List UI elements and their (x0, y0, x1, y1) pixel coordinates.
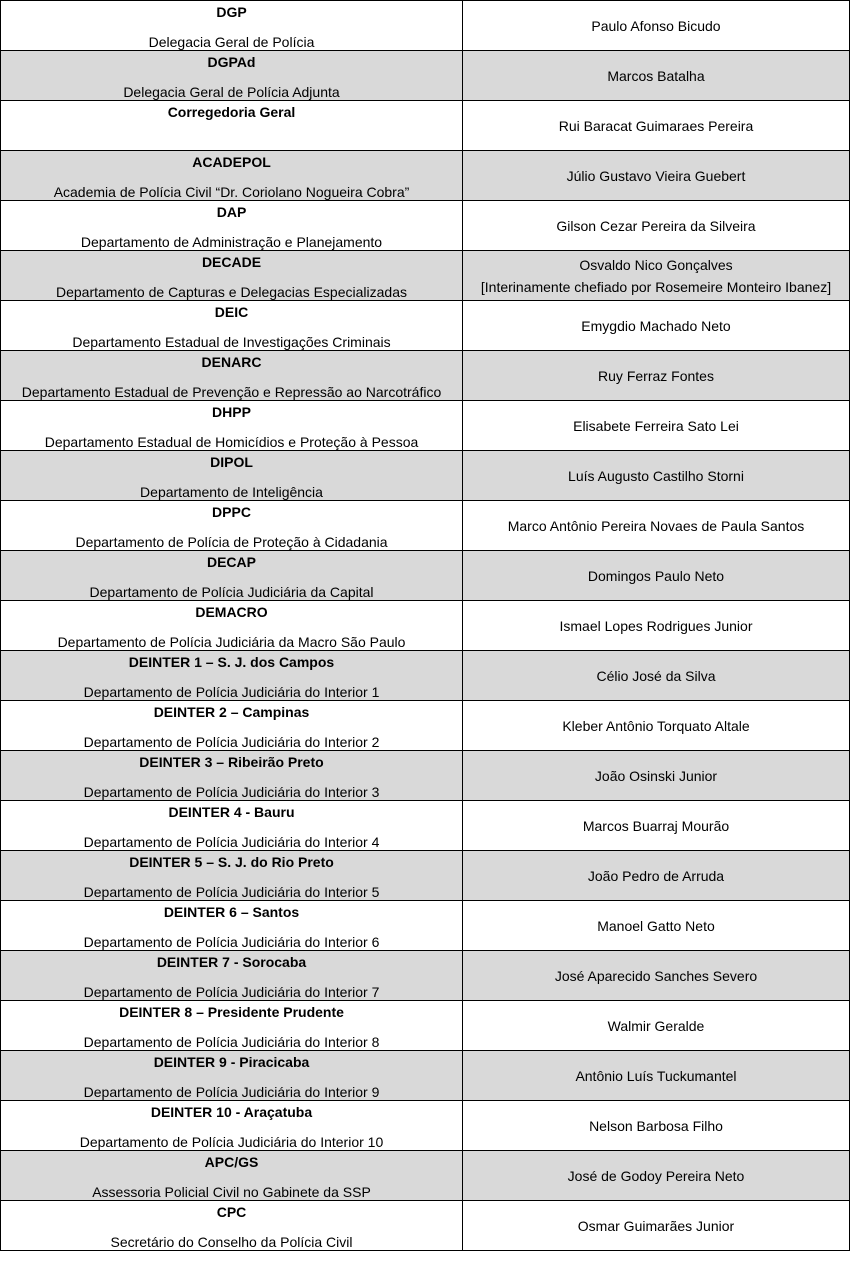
table-row (1, 351, 850, 401)
department-name: Departamento de Polícia Judiciária do Interior 7 (83, 984, 380, 1000)
table-row (1, 751, 850, 801)
department-head: Ruy Ferraz Fontes (598, 367, 714, 384)
head-cell (463, 551, 850, 601)
department-cell (1, 401, 463, 451)
department-code: DEINTER 5 – S. J. do Rio Preto (129, 854, 334, 870)
department-head: Elisabete Ferreira Sato Lei (573, 417, 739, 434)
head-cell (463, 351, 850, 401)
department-name: Academia de Polícia Civil “Dr. Coriolano Nogueira Cobra” (53, 184, 410, 200)
department-head: José Aparecido Sanches Severo (554, 967, 758, 984)
department-head: Marco Antônio Pereira Novaes de Paula Santos (507, 517, 805, 534)
table-row (1, 901, 850, 951)
department-name: Departamento de Polícia de Proteção à Cidadania (75, 534, 388, 550)
department-cell (1, 51, 463, 101)
department-code: DEINTER 3 – Ribeirão Preto (139, 754, 324, 770)
department-code: DAP (216, 204, 247, 220)
table-row (1, 501, 850, 551)
head-cell (463, 1, 850, 51)
department-name: Departamento de Polícia Judiciária do Interior 5 (83, 884, 380, 900)
department-code: DEIC (214, 304, 249, 320)
department-head: Osmar Guimarães Junior (577, 1217, 735, 1234)
department-head: João Osinski Junior (594, 767, 718, 784)
head-cell (463, 101, 850, 151)
department-code: DEINTER 4 - Bauru (168, 804, 295, 820)
department-cell (1, 751, 463, 801)
department-head: Nelson Barbosa Filho (589, 1117, 723, 1134)
department-cell (1, 501, 463, 551)
department-cell (1, 1201, 463, 1251)
department-cell (1, 301, 463, 351)
department-head: Marcos Batalha (607, 67, 705, 84)
department-cell (1, 901, 463, 951)
department-name: Departamento de Capturas e Delegacias Especializadas (56, 284, 407, 300)
table-row (1, 101, 850, 151)
head-cell (463, 1201, 850, 1251)
department-name: Departamento Estadual de Prevenção e Repressão ao Narcotráfico (21, 384, 442, 400)
head-cell (463, 501, 850, 551)
department-code: DEINTER 2 – Campinas (153, 704, 310, 720)
head-cell (463, 1101, 850, 1151)
department-head: Júlio Gustavo Vieira Guebert (566, 167, 746, 184)
department-cell (1, 651, 463, 701)
department-name: Departamento de Polícia Judiciária da Macro São Paulo (57, 634, 406, 650)
department-code: DENARC (201, 354, 262, 370)
department-code: DGPAd (207, 54, 256, 70)
department-code: Corregedoria Geral (167, 104, 296, 120)
department-cell (1, 701, 463, 751)
department-head: Antônio Luís Tuckumantel (575, 1067, 737, 1084)
department-cell (1, 851, 463, 901)
department-cell (1, 801, 463, 851)
head-cell (463, 851, 850, 901)
department-code: DGP (216, 4, 247, 20)
department-name: Departamento de Administração e Planejamento (80, 234, 383, 250)
head-cell (463, 151, 850, 201)
table-row (1, 1051, 850, 1101)
department-code: DEMACRO (195, 604, 268, 620)
table-row (1, 1001, 850, 1051)
department-head: Emygdio Machado Neto (581, 317, 731, 334)
department-head: Luís Augusto Castilho Storni (568, 467, 744, 484)
table-row (1, 851, 850, 901)
head-cell (463, 251, 850, 301)
department-name: Departamento de Polícia Judiciária do Interior 6 (83, 934, 380, 950)
table-row (1, 1151, 850, 1201)
head-cell (463, 951, 850, 1001)
department-cell (1, 151, 463, 201)
department-code: DEINTER 10 - Araçatuba (150, 1104, 313, 1120)
department-cell (1, 551, 463, 601)
head-cell (463, 201, 850, 251)
department-head: Paulo Afonso Bicudo (591, 17, 721, 34)
department-name: Departamento de Polícia Judiciária do Interior 4 (83, 834, 380, 850)
department-head: Célio José da Silva (596, 667, 716, 684)
head-cell (463, 901, 850, 951)
department-code: DEINTER 7 - Sorocaba (156, 954, 307, 970)
table-row (1, 551, 850, 601)
table-row (1, 1201, 850, 1251)
department-head: Kleber Antônio Torquato Altale (562, 717, 750, 734)
department-head: Rui Baracat Guimaraes Pereira (558, 117, 754, 134)
department-code: APC/GS (204, 1154, 259, 1170)
table-row (1, 201, 850, 251)
department-name: Departamento de Polícia Judiciária do Interior 10 (79, 1134, 384, 1150)
head-cell (463, 1151, 850, 1201)
head-cell (463, 301, 850, 351)
table-row (1, 51, 850, 101)
department-cell (1, 601, 463, 651)
department-head: José de Godoy Pereira Neto (567, 1167, 745, 1184)
table-row (1, 801, 850, 851)
head-cell (463, 751, 850, 801)
table-row (1, 951, 850, 1001)
department-name: Departamento de Inteligência (140, 484, 323, 500)
department-cell (1, 1101, 463, 1151)
department-cell (1, 1051, 463, 1101)
head-cell (463, 401, 850, 451)
department-head: Marcos Buarraj Mourão (582, 817, 730, 834)
department-name: Departamento de Polícia Judiciária da Capital (89, 584, 374, 600)
table-row (1, 151, 850, 201)
department-name: Delegacia Geral de Polícia (148, 34, 315, 50)
department-code: ACADEPOL (192, 154, 271, 170)
table-row (1, 451, 850, 501)
head-cell (463, 601, 850, 651)
head-cell (463, 1051, 850, 1101)
department-cell (1, 1151, 463, 1201)
department-head: Domingos Paulo Neto (587, 567, 725, 584)
table-row (1, 601, 850, 651)
department-code: DEINTER 9 - Piracicaba (153, 1054, 310, 1070)
department-cell (1, 251, 463, 301)
department-name: Departamento de Polícia Judiciária do Interior 1 (83, 684, 380, 700)
table-row (1, 251, 850, 301)
table-row (1, 1, 850, 51)
department-head: Manoel Gatto Neto (597, 917, 715, 934)
department-code: DECAP (206, 554, 256, 570)
department-name: Departamento de Polícia Judiciária do Interior 3 (83, 784, 380, 800)
department-head: João Pedro de Arruda (587, 867, 725, 884)
department-name: Departamento de Polícia Judiciária do Interior 2 (83, 734, 380, 750)
department-head-note: [Interinamente chefiado por Rosemeire Monteiro Ibanez] (480, 278, 832, 295)
department-code: CPC (216, 1204, 247, 1220)
table-row (1, 401, 850, 451)
department-cell (1, 451, 463, 501)
department-code: DECADE (201, 254, 262, 270)
department-head: Osvaldo Nico Gonçalves (579, 256, 733, 273)
head-cell (463, 51, 850, 101)
department-name: Secretário do Conselho da Polícia Civil (110, 1234, 353, 1250)
department-cell (1, 951, 463, 1001)
department-cell (1, 1, 463, 51)
department-code: DIPOL (210, 454, 253, 470)
table-row (1, 651, 850, 701)
head-cell (463, 651, 850, 701)
department-cell (1, 1001, 463, 1051)
department-head: Ismael Lopes Rodrigues Junior (559, 617, 753, 634)
department-head: Walmir Geralde (607, 1017, 705, 1034)
department-name: Assessoria Policial Civil no Gabinete da SSP (92, 1184, 371, 1200)
table-row (1, 701, 850, 751)
department-name: Departamento de Polícia Judiciária do Interior 8 (83, 1034, 380, 1050)
table-row (1, 1101, 850, 1151)
department-code: DEINTER 8 – Presidente Prudente (119, 1004, 344, 1020)
department-code: DEINTER 6 – Santos (163, 904, 300, 920)
department-name: Departamento de Polícia Judiciária do Interior 9 (83, 1084, 380, 1100)
department-name: Departamento Estadual de Investigações Criminais (72, 334, 391, 350)
department-cell (1, 351, 463, 401)
department-cell (1, 101, 463, 151)
department-head: Gilson Cezar Pereira da Silveira (556, 217, 756, 234)
department-name: Delegacia Geral de Polícia Adjunta (123, 84, 340, 100)
head-cell (463, 701, 850, 751)
department-code: DPPC (212, 504, 251, 520)
department-code: DHPP (212, 404, 251, 420)
department-name: Departamento Estadual de Homicídios e Proteção à Pessoa (44, 434, 419, 450)
head-cell (463, 801, 850, 851)
department-cell (1, 201, 463, 251)
head-cell (463, 451, 850, 501)
table-row (1, 301, 850, 351)
department-code: DEINTER 1 – S. J. dos Campos (128, 654, 335, 670)
head-cell (463, 1001, 850, 1051)
table-body (1, 1, 850, 1251)
